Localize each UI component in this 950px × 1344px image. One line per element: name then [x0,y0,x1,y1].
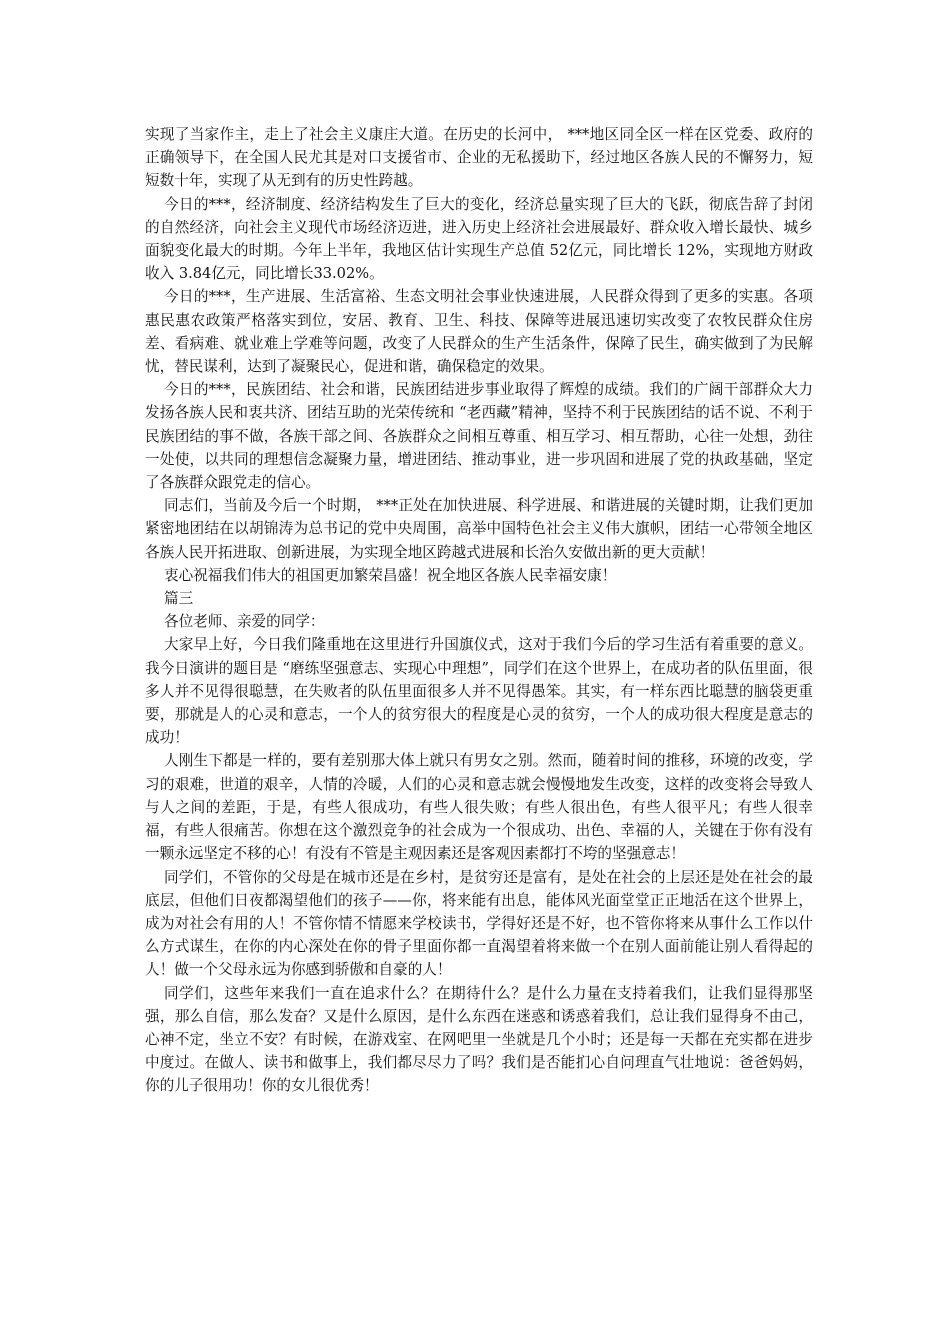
paragraph-blessing: 衷心祝福我们伟大的祖国更加繁荣昌盛！祝全地区各族人民幸福安康！ [163,566,617,584]
paragraph-speech-intro: 大家早上好，今日我们隆重地在这里进行升国旗仪式，这对于我们今后的学习生活有着重要的意义。我今日演讲的题目是 “磨练坚强意志、实现心中理想”，同学们在这个世界上，在成功者的队伍里面，很多人并不见得很聪慧，在失败者的队伍里面很多人并不见得愚笨。其实，有一样东西比聪慧的脑袋更重要，那就是人的心灵和意志，一个人的贫穷很大的程度是心灵的贫穷，一个人的成功很大程度是意志的成功！ [145,636,813,747]
paragraph-livelihood: 今日的***，生产进展、生活富裕、生态文明社会事业快速进展，人民群众得到了更多的实惠。各项惠民惠农政策严格落实到位，安居、教育、卫生、科技、保障等进展迅速切实改变了农牧民群众住房差、看病难、就业难上学难等问题，改变了人民群众的生产生活条件，保障了民生，确实做到了为民解忧，替民谋利，达到了凝聚民心，促进和谐，确保稳定的效果。 [145,288,813,376]
paragraph-unity: 今日的***，民族团结、社会和谐，民族团结进步事业取得了辉煌的成绩。我们的广阔干部群众大力发扬各族人民和衷共济、团结互助的光荣传统和 “老西藏”精神，坚持不利于民族团结的话不说、不利于民族团结的事不做，各族干部之间、各族群众之间相互尊重、相互学习、相互帮助，心往一处想，劲往一处使，以共同的理想信念凝聚力量，增进团结、推动事业，进一步巩固和进展了党的执政基础，坚定了各族群众跟党走的信心。 [145,381,813,492]
paragraph-comrades: 同志们，当前及今后一个时期， ***正处在加快进展、科学进展、和谐进展的关键时期，让我们更加紧密地团结在以胡锦涛为总书记的党中央周围，高举中国特色社会主义伟大旗帜，团结一心带领全地区各族人民开拓进取、创新进展，为实现全地区跨越式进展和长治久安做出新的更大贡献！ [145,497,813,561]
section-heading: 篇三 [163,590,194,608]
paragraph-differences: 人刚生下都是一样的，要有差别那大体上就只有男女之别。然而，随着时间的推移，环境的改变，学习的艰难，世道的艰辛，人情的冷暖，人们的心灵和意志就会慢慢地发生改变，这样的改变将会导致人与人之间的差距，于是，有些人很成功，有些人很失败；有些人很出色，有些人很平凡；有些人很幸福，有些人很痛苦。你想在这个激烈竞争的社会成为一个很成功、出色、幸福的人，关键在于你有没有一颗永远坚定不移的心！有没有不管是主观因素还是客观因素都打不垮的坚强意志！ [145,752,813,863]
paragraph-continuation: 实现了当家作主，走上了社会主义康庄大道。在历史的长河中， ***地区同全区一样在区党委、政府的正确领导下，在全国人民尤其是对口支援省市、企业的无私援助下，经过地区各族人民的不懈努力，短短数十年，实现了从无到有的历史性跨越。 [145,126,813,190]
document-body [145,123,813,1098]
paragraph-economy: 今日的***，经济制度、经济结构发生了巨大的变化，经济总量实现了巨大的飞跃，彻底告辞了封闭的自然经济，向社会主义现代市场经济迈进，进入历史上经济社会进展最好、群众收入增长最快、城乡面貌变化最大的时期。今年上半年，我地区估计实现生产总值 52亿元，同比增长 12%，实现地方财政收入 3.84亿元，同比增长33.02%。 [145,195,813,283]
paragraph-pursuit: 同学们，这些年来我们一直在追求什么？在期待什么？是什么力量在支持着我们，让我们显得那坚强，那么自信，那么发奋？又是什么原因，是什么东西在迷惑和诱惑着我们，总让我们显得身不由己，心神不定，坐立不安？有时候，在游戏室、在网吧里一坐就是几个小时；还是每一天都在充实都在进步中度过。在做人、读书和做事上，我们都尽尽力了吗？我们是否能扪心自问理直气壮地说：爸爸妈妈，你的儿子很用功！你的女儿很优秀！ [145,984,813,1095]
salutation: 各位老师、亲爱的同学： [163,613,325,631]
paragraph-parents: 同学们，不管你的父母是在城市还是在乡村，是贫穷还是富有，是处在社会的上层还是处在社会的最底层，但他们日夜都渴望他们的孩子——你，将来能有出息，能体风光面堂堂正正地活在这个世界上，成为对社会有用的人！不管你情不情愿来学校读书，学得好还是不好，也不管你将来从事什么工作以什么方式谋生，在你的内心深处在你的骨子里面你都一直渴望着将来做一个在别人面前能让别人看得起的人！做一个父母永远为你感到骄傲和自豪的人！ [145,868,813,979]
